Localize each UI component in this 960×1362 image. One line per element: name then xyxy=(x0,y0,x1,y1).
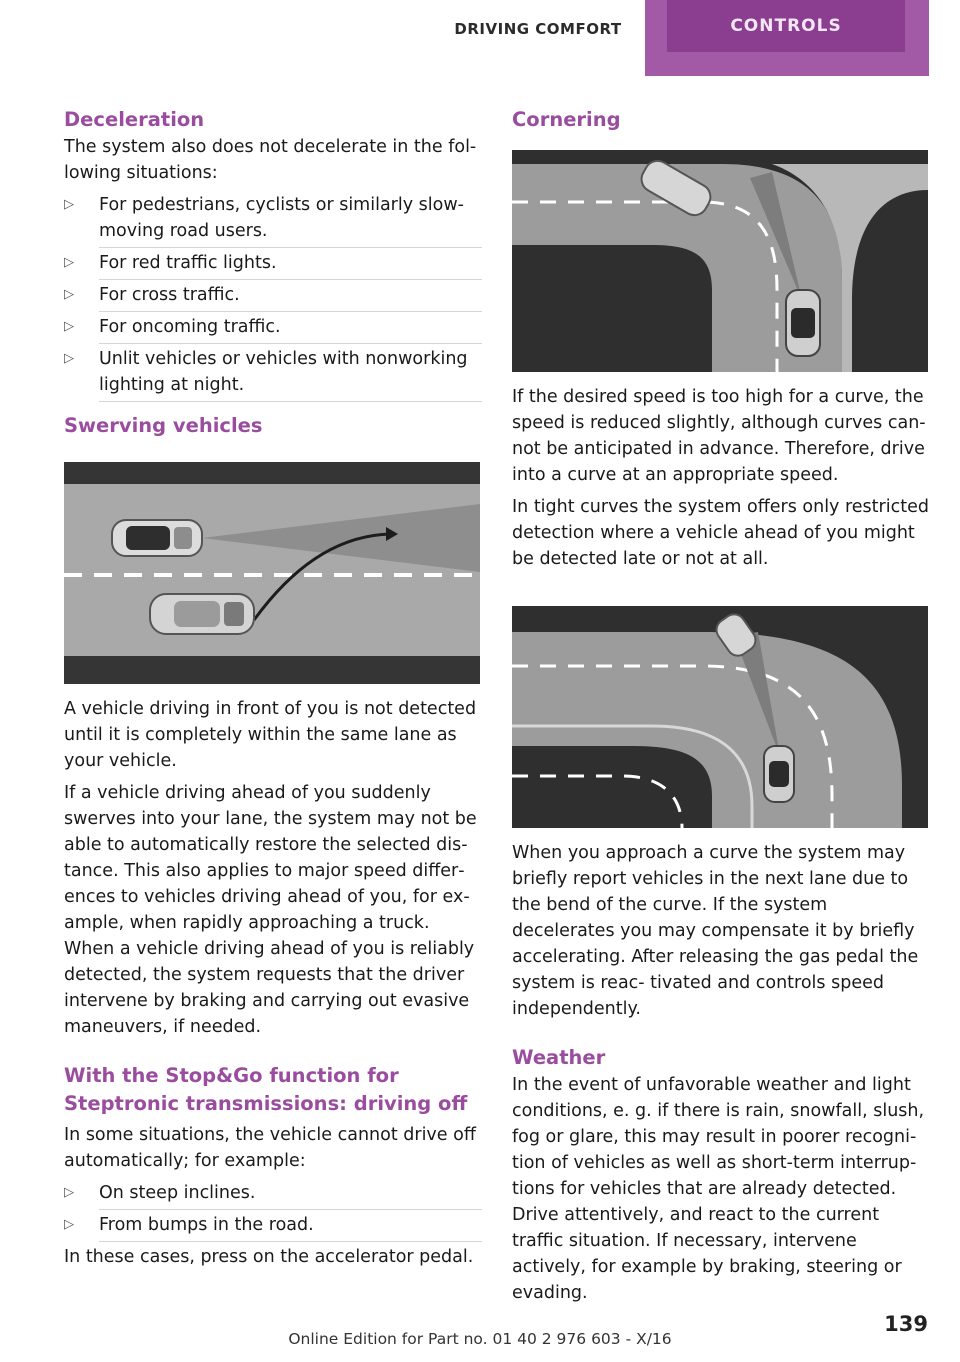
list-item: ▷ Unlit vehicles or vehicles with nonworking lighting at night. xyxy=(64,346,482,402)
left-column xyxy=(64,106,482,1270)
own-car-icon xyxy=(786,290,820,356)
list-item: ▷ From bumps in the road. xyxy=(64,1212,482,1242)
bullet-triangle-icon: ▷ xyxy=(64,319,74,334)
cornering-paragraph-1: If the desired speed is too high for a curve, the speed is reduced slightly, although curves can‐ not be anticipated in advance. Therefore, drive into a curve at an appropriate speed. xyxy=(512,387,926,485)
deceleration-list xyxy=(64,192,482,402)
car-ahead-icon xyxy=(112,520,202,556)
cornering-illustration-1 xyxy=(512,150,928,372)
list-item: ▷ On steep inclines. xyxy=(64,1180,482,1210)
page-number: 139 xyxy=(884,1312,928,1336)
right-column xyxy=(512,106,930,1306)
swerving-paragraph-2: If a vehicle driving ahead of you suddenly swerves into your lane, the system may not be able to automatically restore the selected dis‐ tance. This also applies to major speed differ‐ ences to vehicles driving ahead of you, for ex‐ ample, when rapidly approaching a truck. When a vehicle driving ahead of you is reliably detected, the system requests that the driver intervene by braking and carrying out evasive maneuvers, if needed. xyxy=(64,783,477,1037)
list-item: ▷ For cross traffic. xyxy=(64,282,482,312)
car-swerving-icon xyxy=(150,594,254,634)
cornering-paragraph-3: When you approach a curve the system may briefly report vehicles in the next lane due to the bend of the curve. If the system decelerates you may compensate it by briefly accelerating. After releasing the gas pedal the system is reac‐ tivated and controls speed independently. xyxy=(512,843,919,1019)
cornering-paragraph-2: In tight curves the system offers only restricted detection where a vehicle ahead of you might be detected late or not at all. xyxy=(512,497,929,569)
stop-go-intro: In some situations, the vehicle cannot drive off automatically; for example: xyxy=(64,1125,476,1171)
heading-stop-go: With the Stop&Go function for Steptronic transmissions: driving off xyxy=(64,1064,468,1115)
heading-deceleration: Deceleration xyxy=(64,108,205,131)
edition-footer: Online Edition for Part no. 01 40 2 976 603 - X/16 xyxy=(288,1330,672,1348)
own-car-icon xyxy=(764,746,794,802)
heading-cornering: Cornering xyxy=(512,108,621,131)
heading-weather: Weather xyxy=(512,1046,606,1069)
bullet-triangle-icon: ▷ xyxy=(64,287,74,302)
bullet-triangle-icon: ▷ xyxy=(64,1185,74,1200)
cornering-illustration-2 xyxy=(512,606,928,828)
heading-swerving-vehicles: Swerving vehicles xyxy=(64,414,263,437)
bullet-triangle-icon: ▷ xyxy=(64,351,74,366)
deceleration-intro: The system also does not decelerate in the fol‐ lowing situations: xyxy=(64,137,477,183)
stop-go-list xyxy=(64,1180,482,1242)
weather-paragraph: In the event of unfavorable weather and light conditions, e. g. if there is rain, snowfall, slush, fog or glare, this may result in poorer recogni‐ tion of vehicles as well as short-term interrup‐ tions for vehicles that are already detected. Drive attentively, and react to the current traffic situation. If necessary, intervene actively, for example by braking, steering or evading. xyxy=(512,1075,925,1303)
bullet-triangle-icon: ▷ xyxy=(64,1217,74,1232)
swerving-paragraph-1: A vehicle driving in front of you is not detected until it is completely within the same lane as your vehicle. xyxy=(64,699,477,771)
list-item: ▷ For oncoming traffic. xyxy=(64,314,482,344)
bullet-triangle-icon: ▷ xyxy=(64,255,74,270)
bullet-triangle-icon: ▷ xyxy=(64,197,74,212)
list-item: ▷ For pedestrians, cyclists or similarly slow-moving road users. xyxy=(64,192,482,248)
header-tab-controls: CONTROLS xyxy=(667,0,905,52)
swerving-vehicles-illustration xyxy=(64,462,480,684)
stop-go-outro: In these cases, press on the accelerator pedal. xyxy=(64,1247,474,1267)
header-section-label: DRIVING COMFORT xyxy=(454,20,622,38)
list-item: ▷ For red traffic lights. xyxy=(64,250,482,280)
